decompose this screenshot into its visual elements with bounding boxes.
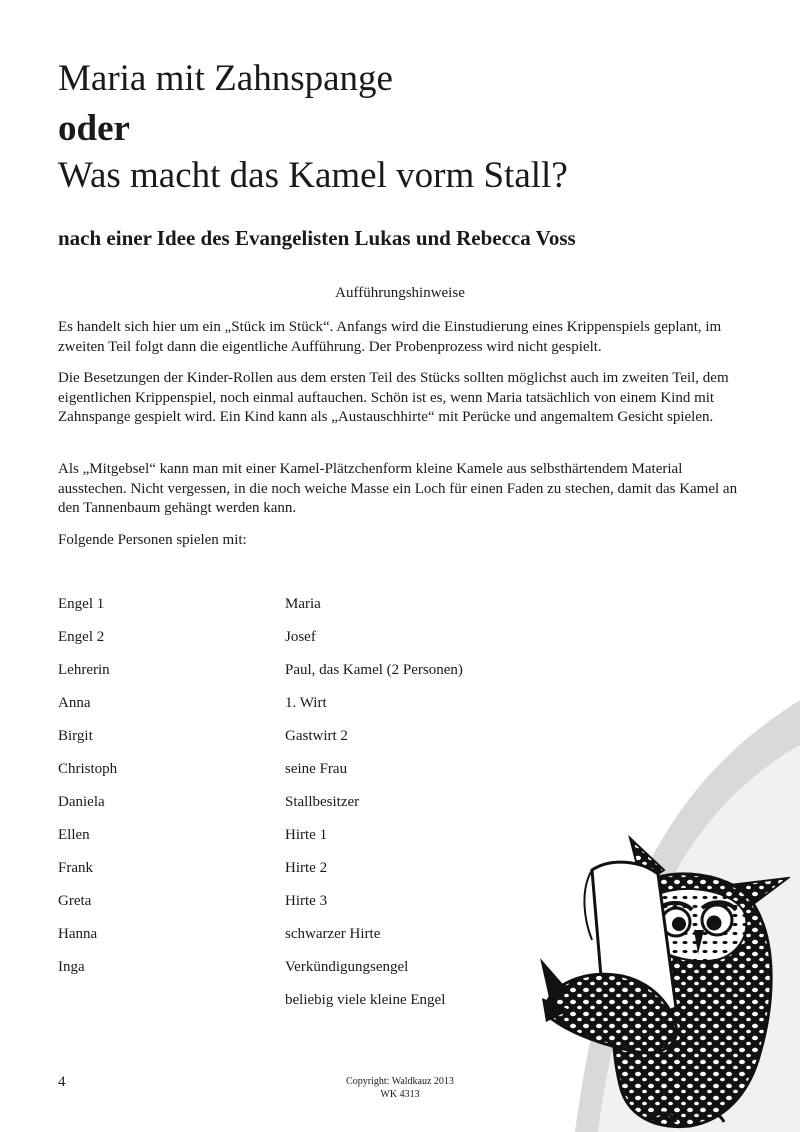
- paragraph-cast-intro: Folgende Personen spielen mit:: [58, 532, 247, 548]
- cast-right: Maria: [285, 596, 321, 612]
- cast-row: [58, 924, 538, 957]
- cast-right: Paul, das Kamel (2 Personen): [285, 662, 463, 678]
- cast-row: [58, 759, 538, 792]
- cast-left: Inga: [58, 959, 85, 975]
- paragraph-gift: Als „Mitgebsel“ kann man mit einer Kamel-Plätzchenform kleine Kamele aus selbsthärtendem Material ausstechen. Nicht vergessen, in die noch weiche Masse ein Loch für einen Faden zu stechen, damit das Kamel an den Tannenbaum gehängt werden kann.: [58, 461, 738, 516]
- cast-row: [58, 957, 538, 990]
- cast-left: Birgit: [58, 728, 93, 744]
- cast-right: Hirte 3: [285, 893, 328, 909]
- cast-row: [58, 627, 538, 660]
- cast-right: Stallbesitzer: [285, 794, 360, 810]
- cast-right: Gastwirt 2: [285, 728, 348, 744]
- title-line-3: Was macht das Kamel vorm Stall?: [58, 155, 568, 196]
- cast-row: [58, 990, 538, 1023]
- cast-row: [58, 825, 538, 858]
- cast-left: Ellen: [58, 827, 90, 843]
- cast-left: Daniela: [58, 794, 105, 810]
- footer: [0, 1075, 800, 1101]
- cast-right: Hirte 1: [285, 827, 328, 843]
- cast-left: Engel 1: [58, 596, 105, 612]
- cast-row: [58, 858, 538, 891]
- cast-row: [58, 891, 538, 924]
- cast-right: 1. Wirt: [285, 695, 327, 711]
- cast-row: [58, 594, 538, 627]
- section-heading: Aufführungshinweise: [335, 285, 465, 301]
- title-line-1: Maria mit Zahnspange: [58, 58, 393, 99]
- cast-right: beliebig viele kleine Engel: [285, 992, 446, 1008]
- subtitle: nach einer Idee des Evangelisten Lukas und Rebecca Voss: [58, 226, 576, 250]
- copyright-text: Copyright: Waldkauz 2013: [346, 1076, 454, 1087]
- page-number: 4: [58, 1074, 66, 1090]
- paragraph-casting: Die Besetzungen der Kinder-Rollen aus dem ersten Teil des Stücks sollten möglichst auch im zweiten Teil, dem eigentlichen Krippenspiel, noch einmal auftauchen. Schön ist es, wenn Maria tatsächlich von einem Kind mit Zahnspange gespielt wird. Ein Kind kann als „Austauschhirte“ mit Perücke und angemaltem Gesicht spielen.: [58, 370, 729, 425]
- cast-left: Christoph: [58, 761, 118, 777]
- cast-left: [58, 990, 285, 1023]
- cast-left: Lehrerin: [58, 662, 110, 678]
- title-line-2: oder: [58, 108, 130, 149]
- cast-left: Hanna: [58, 926, 98, 942]
- cast-row: [58, 792, 538, 825]
- cast-right: schwarzer Hirte: [285, 926, 381, 942]
- cast-row: [58, 660, 538, 693]
- cast-list: [58, 594, 538, 1023]
- cast-row: [58, 693, 538, 726]
- product-code: WK 4313: [380, 1089, 420, 1100]
- cast-right: seine Frau: [285, 761, 348, 777]
- cast-left: Frank: [58, 860, 93, 876]
- cast-left: Engel 2: [58, 629, 105, 645]
- cast-left: Anna: [58, 695, 91, 711]
- cast-left: Greta: [58, 893, 92, 909]
- cast-right: Hirte 2: [285, 860, 328, 876]
- cast-row: [58, 726, 538, 759]
- cast-right: Verkündigungsengel: [285, 959, 409, 975]
- cast-right: Josef: [285, 629, 316, 645]
- paragraph-intro: Es handelt sich hier um ein „Stück im Stück“. Anfangs wird die Einstudierung eines Krippenspiels geplant, im zweiten Teil folgt dann die eigentliche Aufführung. Der Probenprozess wird nicht gespielt.: [58, 319, 722, 355]
